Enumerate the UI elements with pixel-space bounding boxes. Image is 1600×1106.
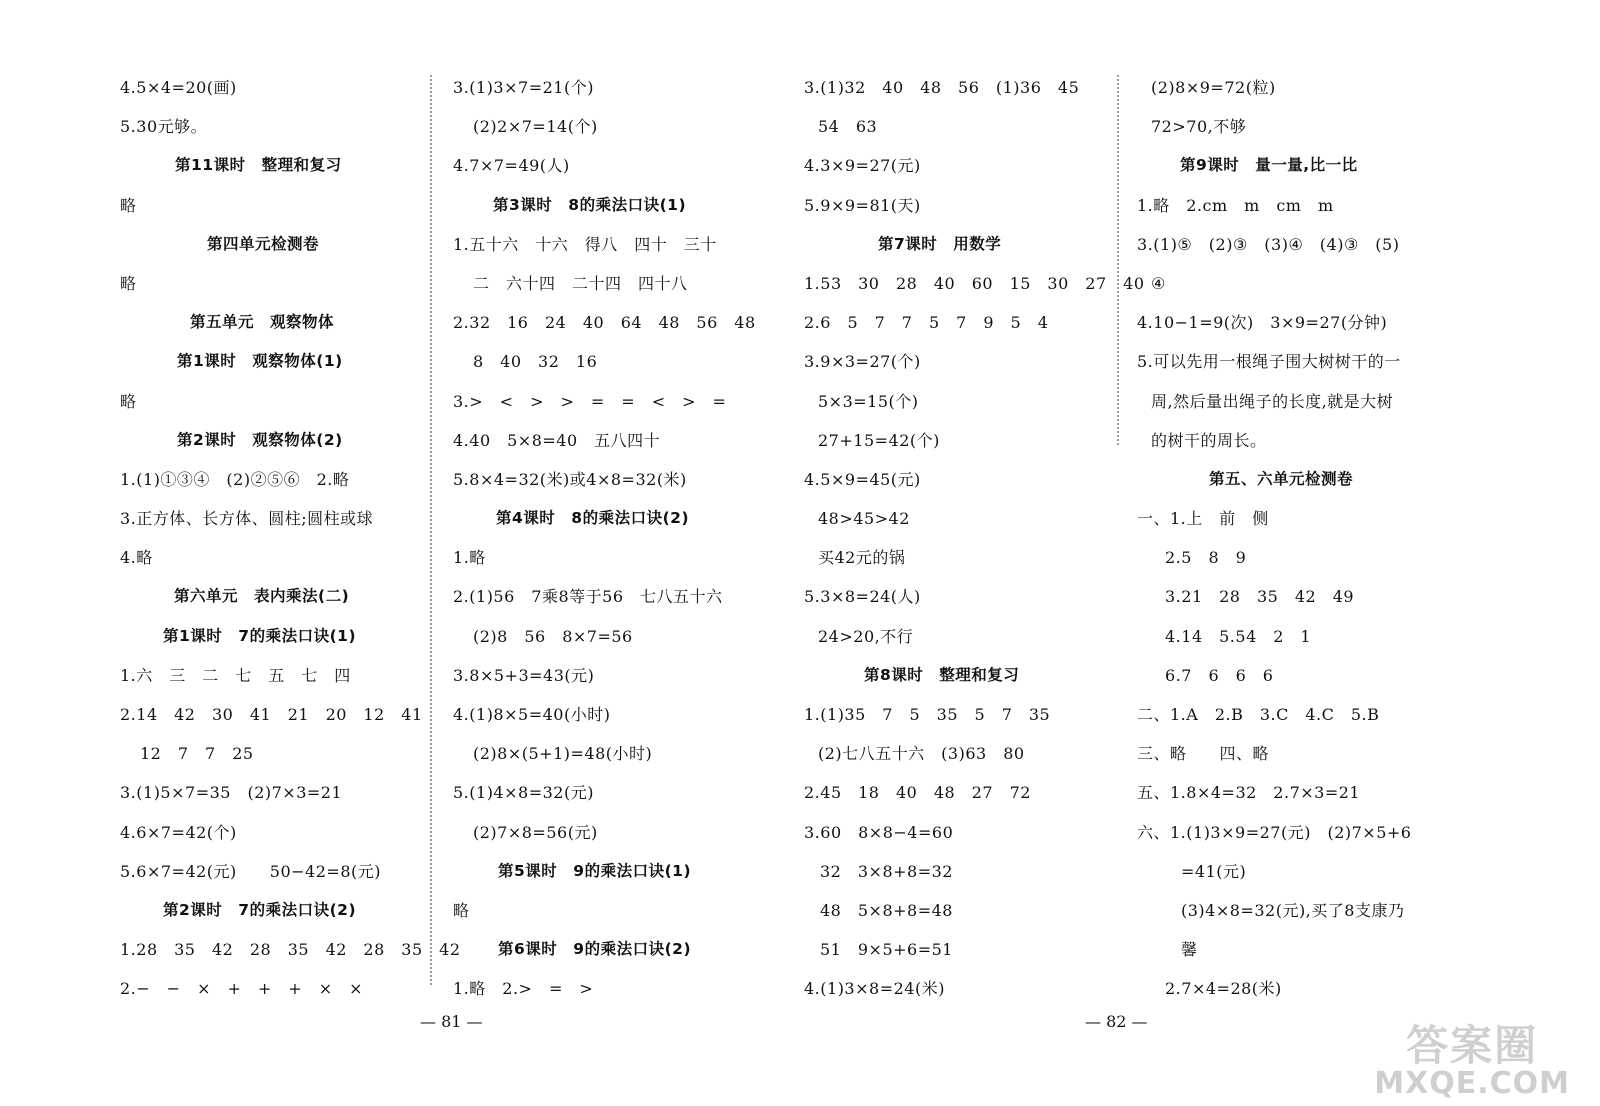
text-line: (2)七八五十六 (3)63 80 [818,744,1025,764]
column-4 [1137,68,1411,1009]
text-line: 4.6×7=42(个) [120,822,237,842]
text-line: 3.(1)3×7=21(个) [453,78,594,97]
section-heading: 第3课时 8的乘法口诀(1) [493,195,687,214]
section-heading: 第7课时 用数学 [878,234,1002,253]
text-line: 3.正方体、长方体、圆柱;圆柱或球 [120,509,374,529]
text-line: 24>20,不行 [818,626,914,646]
text-line: 5.可以先用一根绳子围大树树干的一 [1137,352,1401,372]
section-heading: 第11课时 整理和复习 [175,156,342,175]
text-line: 略 [120,273,137,293]
text-line: 4.10−1=9(次) 3×9=27(分钟) [1137,313,1388,333]
text-line: 5.6×7=42(元) 50−42=8(元) [120,861,381,881]
text-line: 2.32 16 24 40 64 48 56 48 [453,313,756,333]
section-heading: 第8课时 整理和复习 [864,665,1020,684]
section-heading: 第9课时 量一量,比一比 [1180,156,1358,175]
text-line: 1.28 35 42 28 35 42 28 35 42 [120,940,461,960]
column-3 [804,68,1145,1009]
text-line: 27+15=42(个) [818,430,940,450]
page-number-left: — 81 — [420,1012,483,1031]
text-line: 2.(1)56 7乘8等于56 七八五十六 [453,587,723,607]
text-line: 1.略 [453,548,486,568]
text-line: (2)8 56 8×7=56 [473,626,633,646]
section-heading: 第六单元 表内乘法(二) [174,587,350,606]
column-divider [1117,75,1119,445]
text-line: 54 63 [818,117,878,137]
section-heading: 第五、六单元检测卷 [1209,469,1354,488]
section-heading: 第1课时 7的乘法口诀(1) [163,626,357,645]
text-line: (2)2×7=14(个) [473,117,598,137]
text-line: 48>45>42 [818,509,910,529]
text-line: 5.(1)4×8=32(元) [453,783,594,803]
text-line: 4.(1)3×8=24(米) [804,979,945,999]
text-line: 一、1.上 前 侧 [1137,509,1269,529]
text-line: 32 3×8+8=32 [820,861,953,881]
column-divider [430,75,432,985]
text-line: 2.7×4=28(米) [1165,979,1282,999]
text-line: 3.(1)32 40 48 56 (1)36 45 [804,78,1080,97]
text-line: 二、1.A 2.B 3.C 4.C 5.B [1137,705,1380,724]
text-line: 3.> < > > = = < > = [453,391,727,411]
text-line: 5.30元够。 [120,117,208,137]
column-2 [453,68,756,1009]
text-line: 48 5×8+8=48 [820,900,953,920]
text-line: 的树干的周长。 [1151,430,1267,450]
text-line: 1.(1)①③④ (2)②⑤⑥ 2.略 [120,469,350,489]
text-line: 1.六 三 二 七 五 七 四 [120,665,351,685]
text-line: 周,然后量出绳子的长度,就是大树 [1151,391,1394,411]
column-1 [120,68,461,1009]
text-line: 馨 [1181,940,1198,960]
text-line: 5.9×9=81(天) [804,195,921,215]
text-line: 2.45 18 40 48 27 72 [804,783,1031,803]
text-line: 4.3×9=27(元) [804,156,921,176]
text-line: 8 40 32 16 [473,352,598,372]
text-line: 3.(1)5×7=35 (2)7×3=21 [120,783,343,803]
text-line: (2)8×9=72(粒) [1151,78,1276,97]
text-line: (2)7×8=56(元) [473,822,598,842]
section-heading: 第1课时 观察物体(1) [177,352,343,371]
watermark-text: 答案圈 [1406,1021,1539,1070]
text-line: 3.9×3=27(个) [804,352,921,372]
watermark [1374,1021,1570,1101]
text-line: 5.8×4=32(米)或4×8=32(米) [453,469,687,489]
text-line: 5.3×8=24(人) [804,587,921,607]
text-line: 2.5 8 9 [1165,548,1247,568]
text-line: 1.53 30 28 40 60 15 30 27 40 [804,273,1145,293]
text-line: =41(元) [1181,861,1247,881]
text-line: 略 [120,391,137,411]
text-line: 2.6 5 7 7 5 7 9 5 4 [804,313,1049,333]
section-heading: 第四单元检测卷 [207,234,320,253]
text-line: 1.五十六 十六 得八 四十 三十 [453,234,717,254]
text-line: 72>70,不够 [1151,117,1247,137]
text-line: 略 [120,195,137,215]
text-line: 三、略 四、略 [1137,744,1270,764]
text-line: 4.14 5.54 2 1 [1165,626,1312,646]
text-line: 51 9×5+6=51 [820,940,953,960]
section-heading: 第4课时 8的乘法口诀(2) [496,509,690,528]
text-line: 3.(1)⑤ (2)③ (3)④ (4)③ (5) [1137,234,1400,254]
text-line: 4.略 [120,548,153,568]
section-heading: 第2课时 7的乘法口诀(2) [163,900,357,919]
text-line: 12 7 7 25 [140,744,254,764]
text-line: 4.7×7=49(人) [453,156,570,176]
text-line: (2)8×(5+1)=48(小时) [473,744,653,764]
text-line: 二 六十四 二十四 四十八 [473,273,688,293]
text-line: 略 [453,900,470,920]
text-line: 五、1.8×4=32 2.7×3=21 [1137,783,1361,803]
section-heading: 第2课时 观察物体(2) [177,430,343,449]
watermark-url: MXQE.COM [1374,1066,1570,1101]
text-line: 3.8×5+3=43(元) [453,665,595,685]
text-line: 2.14 42 30 41 21 20 12 41 [120,705,423,724]
text-line: 买42元的锅 [818,548,906,568]
page-number-right: — 82 — [1085,1012,1148,1031]
text-line: 4.5×4=20(画) [120,78,237,97]
text-line: 2.− − × + + + × × [120,979,364,999]
text-line: 5×3=15(个) [818,391,919,411]
section-heading: 第五单元 观察物体 [190,313,335,332]
text-line: 1.略 2.cm m cm m [1137,195,1334,215]
text-line: 4.40 5×8=40 五八四十 [453,430,661,450]
text-line: ④ [1151,273,1166,293]
text-line: 4.5×9=45(元) [804,469,921,489]
text-line: 六、1.(1)3×9=27(元) (2)7×5+6 [1137,822,1412,842]
section-heading: 第6课时 9的乘法口诀(2) [498,940,692,959]
text-line: 6.7 6 6 6 [1165,665,1274,685]
section-heading: 第5课时 9的乘法口诀(1) [498,861,692,880]
text-line: (3)4×8=32(元),买了8支康乃 [1181,900,1405,920]
text-line: 1.(1)35 7 5 35 5 7 35 [804,705,1051,724]
text-line: 3.60 8×8−4=60 [804,822,954,842]
text-line: 3.21 28 35 42 49 [1165,587,1355,607]
text-line: 4.(1)8×5=40(小时) [453,705,611,724]
text-line: 1.略 2.> = > [453,979,594,999]
